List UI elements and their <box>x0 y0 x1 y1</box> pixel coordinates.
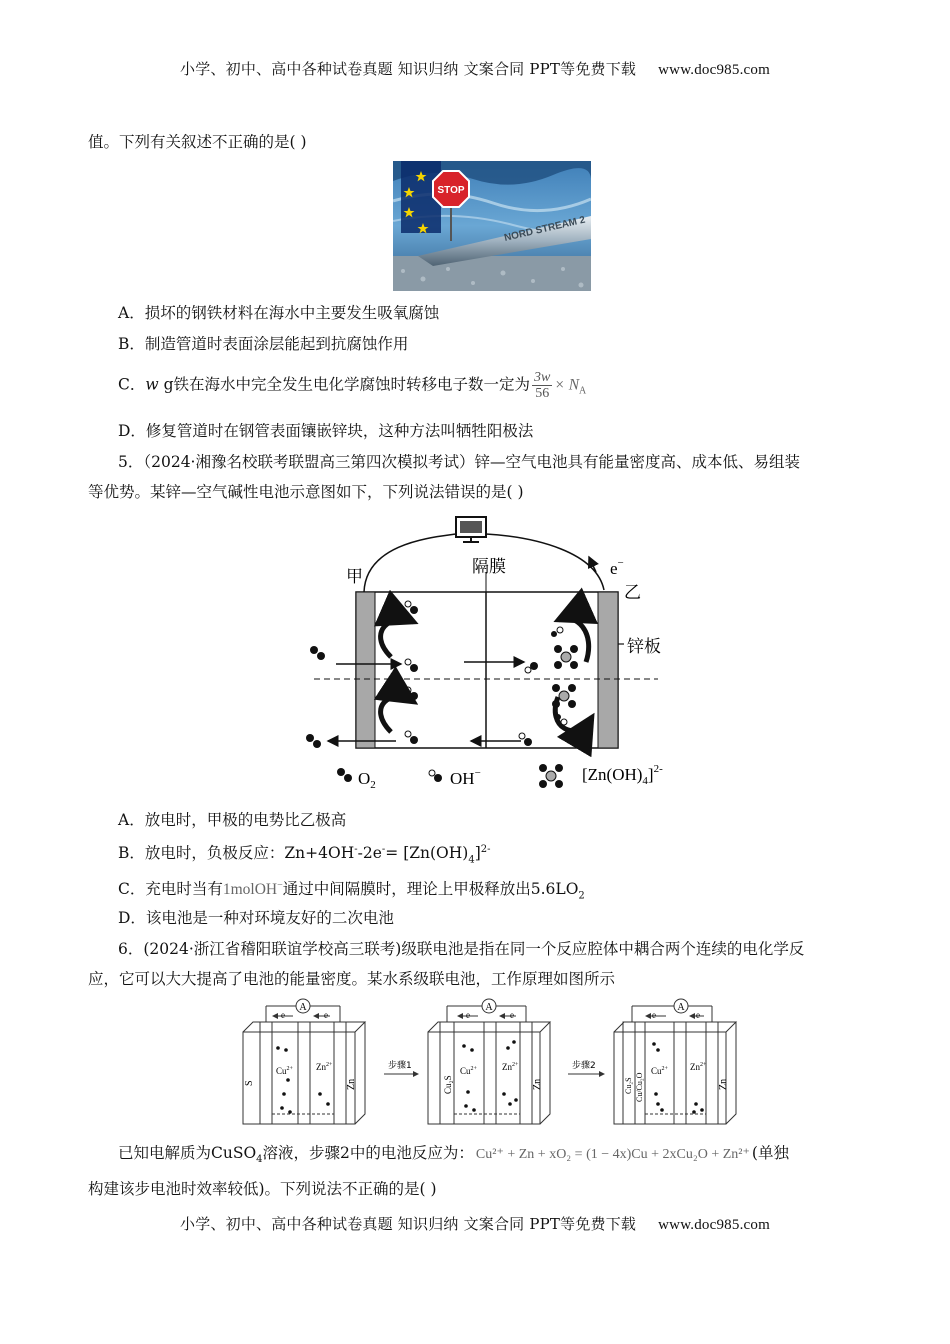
monitor-icon <box>456 517 486 542</box>
svg-text:e: e <box>696 1010 700 1020</box>
header-url[interactable]: www.doc985.com <box>658 62 770 78</box>
svg-text:S: S <box>244 1080 255 1086</box>
q5-stem-line1: 5．（2024·湘豫名校联考联盟高三第四次模拟考试）锌—空气电池具有能量密度高、成本低、易组装 <box>118 453 800 471</box>
q5-stem-line2: 等优势。某锌—空气碱性电池示意图如下，下列说法错误的是( ) <box>88 483 524 501</box>
svg-text:OH−: OH− <box>450 767 481 788</box>
q4-option-c: C．w g铁在海水中完全发生电化学腐蚀时转移电子数一定为 $\frac{3w}{56}$ × $N_A$ <box>118 370 587 401</box>
svg-text:Zn2+: $Zn^{2+}$ <box>316 1062 333 1072</box>
legend-zincate <box>539 763 663 788</box>
zinc-air-battery-diagram <box>296 512 676 800</box>
svg-text:O2: $O_2$ <box>358 769 376 791</box>
cascade-battery-diagram <box>238 994 750 1134</box>
q4-stem-tail: 值。下列有关叙述不正确的是( ) <box>88 133 307 151</box>
page-footer <box>0 1213 950 1234</box>
svg-text:Zn: Zn <box>346 1078 357 1090</box>
svg-text:Zn2+: $Zn^{2+}$ <box>690 1062 707 1072</box>
svg-text:[Zn(OH)4]2-: $[Zn(OH)_4]^{2-}$ <box>582 763 663 787</box>
nord-stream-photo <box>393 161 591 291</box>
legend-o2 <box>337 768 376 791</box>
q4-option-a: A．损坏的钢铁材料在海水中主要发生吸氧腐蚀 <box>118 304 440 322</box>
q5-option-a: A．放电时，甲极的电势比乙极高 <box>118 811 347 829</box>
svg-text:A: A <box>299 1002 307 1013</box>
svg-text:Cu/Cu₂O: Cu/Cu₂O <box>635 1072 644 1102</box>
cell-container <box>356 592 618 748</box>
cell-3 <box>614 999 736 1124</box>
legend-oh <box>429 767 481 788</box>
battery-svg <box>296 512 676 796</box>
svg-text:A: A <box>485 1002 493 1013</box>
cell-2 <box>428 999 550 1124</box>
svg-text:Cu₂S: Cu₂S <box>624 1077 633 1094</box>
pipe-label: NORD STREAM 2 <box>503 214 587 244</box>
step2-label: 步骤2 <box>572 1061 596 1071</box>
footer-text: 小学、初中、高中各种试卷真题 知识归纳 文案合同 PPT等免费下载 <box>180 1215 637 1233</box>
cell-1 <box>243 999 365 1124</box>
q4-option-b: B．制造管道时表面涂层能起到抗腐蚀作用 <box>118 335 409 353</box>
svg-text:Zn: Zn <box>532 1078 543 1090</box>
label-membrane: 隔膜 <box>472 557 506 577</box>
header-text: 小学、初中、高中各种试卷真题 知识归纳 文案合同 PPT等免费下载 <box>180 60 637 78</box>
svg-text:Cu2+: $Cu^{2+}$ <box>460 1066 477 1076</box>
reaction-equation: Cu²⁺ + Zn + xO₂ = (1 − 4x)Cu + 2xCu₂O + Zn²⁺ <box>475 1147 750 1162</box>
svg-text:e: e <box>324 1010 328 1020</box>
fraction: $\frac{3w}{56}$ <box>534 370 551 401</box>
label-yi: 乙 <box>624 583 641 603</box>
q6-stem-line4: 构建该步电池时效率较低)。下列说法不正确的是( ) <box>88 1180 437 1198</box>
step1-label: 步骤1 <box>388 1061 412 1071</box>
cascade-svg <box>238 994 750 1130</box>
svg-text:e: e <box>652 1010 656 1020</box>
page-header <box>0 58 950 79</box>
label-zinc-plate: 锌板 <box>627 637 661 657</box>
zinc-electrode <box>598 592 618 748</box>
stop-sign-text: STOP <box>437 185 465 196</box>
q6-stem-line3: 已知电解质为CuSO$_4$溶液，步骤2中的电池反应为： Cu²⁺ + Zn + xO₂ = (1 − 4x)Cu + 2xCu₂O + Zn²⁺ (单独 <box>118 1144 789 1166</box>
svg-text:e: e <box>281 1010 285 1020</box>
label-jia: 甲 <box>346 567 363 587</box>
svg-text:Cu₂S: Cu₂S <box>443 1075 453 1094</box>
svg-text:Zn: Zn <box>718 1078 729 1090</box>
q5-option-d: D．该电池是一种对环境友好的二次电池 <box>118 909 394 927</box>
q4-option-d: D．修复管道时在钢管表面镶嵌锌块，这种方法叫牺牲阳极法 <box>118 422 534 440</box>
svg-text:Cu2+: $Cu^{2+}$ <box>276 1066 293 1076</box>
q5-option-b: B．放电时，负极反应：$Zn+4OH^--2e^-= [Zn(OH)_4]^{2-}$ <box>118 844 491 866</box>
q6-stem-line1: 6．(2024·浙江省稽阳联谊学校高三联考)级联电池是指在同一个反应腔体中耦合两个连续的电化学反 <box>118 940 805 958</box>
svg-text:Cu2+: $Cu^{2+}$ <box>651 1066 668 1076</box>
svg-text:e: e <box>510 1010 514 1020</box>
q5-option-c: C．充电时当有1molOH−通过中间隔膜时，理论上甲极释放出$5.6LO_2$ <box>118 880 585 902</box>
footer-url[interactable]: www.doc985.com <box>658 1217 770 1233</box>
svg-text:Zn2+: $Zn^{2+}$ <box>502 1062 519 1072</box>
label-electron: e− <box>610 557 624 578</box>
air-electrode <box>356 592 375 748</box>
svg-text:A: A <box>677 1002 685 1013</box>
q6-stem-line2: 应，它可以大大提高了电池的能量密度。某水系级联电池，工作原理如图所示 <box>88 970 616 988</box>
svg-text:e: e <box>466 1010 470 1020</box>
pipeline-illustration <box>393 161 591 291</box>
